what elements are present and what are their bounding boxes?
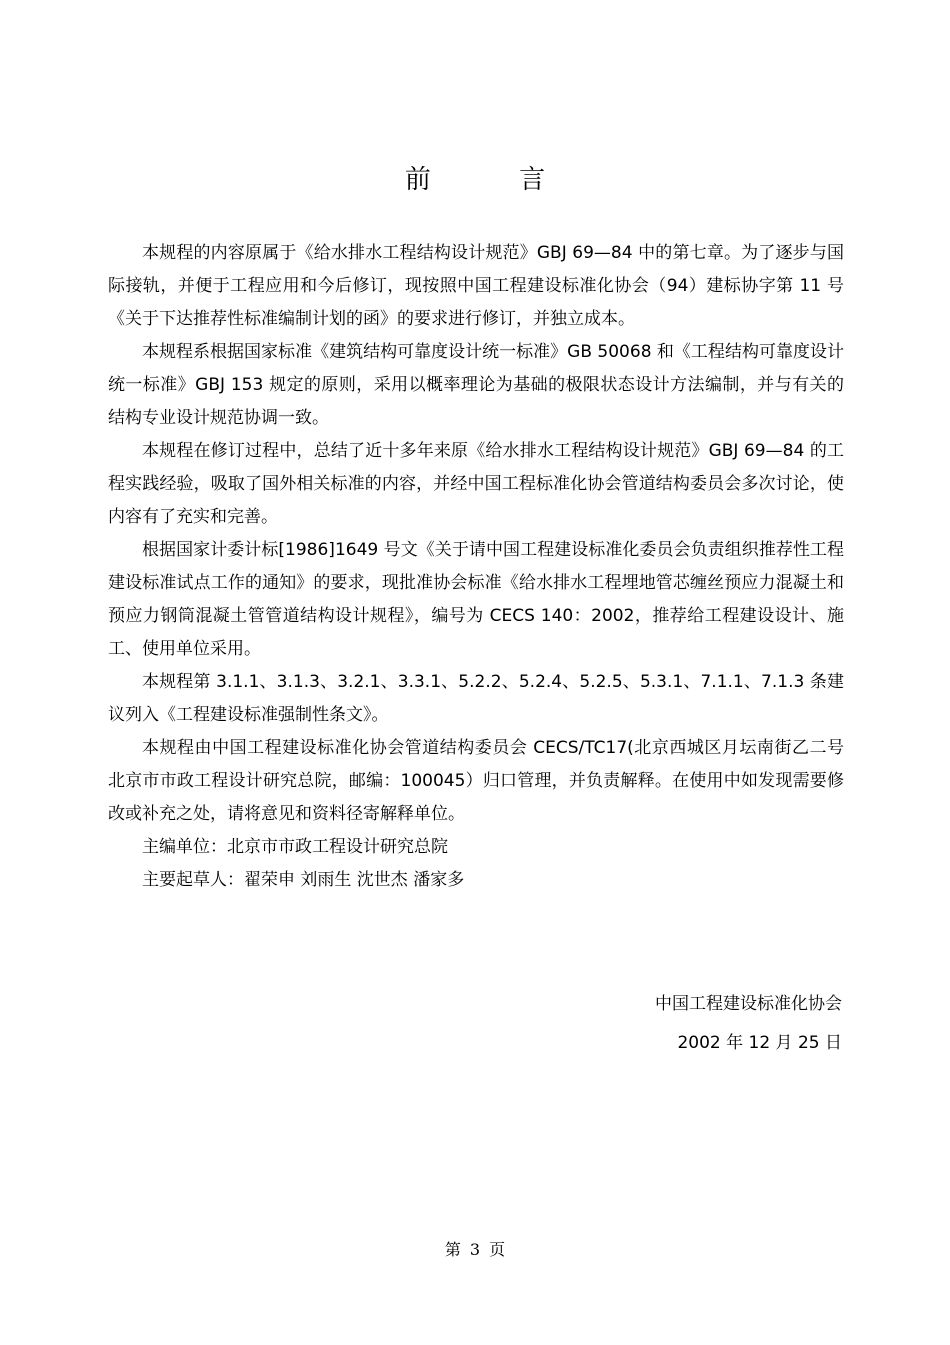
paragraph-drafters: 主要起草人：翟荣申 刘雨生 沈世杰 潘家多	[142, 870, 465, 890]
paragraph-chief-editor: 主编单位：北京市市政工程设计研究总院	[142, 837, 448, 857]
paragraph-mandatory-clauses: 本规程第 3.1.1、3.1.3、3.2.1、3.3.1、5.2.2、5.2.4、5.2.5、5.3.1、7.1.1、7.1.3 条建议列入《工程建设标准强制性条文》。	[108, 672, 844, 725]
paragraph-approval: 根据国家计委计标[1986]1649 号文《关于请中国工程建设标准化委员会负责组织推荐性工程建设标准试点工作的通知》的要求，现批准协会标准《给水排水工程埋地管芯缠丝预应力混凝土和预应力钢筒混凝土管管道结构设计规程》，编号为 CECS 140：2002，推荐给工程建设设计、施工、使用单位采用。	[108, 540, 844, 659]
page-title: 前 言	[404, 165, 586, 195]
preface-body	[108, 237, 844, 897]
signature-date: 2002 年 12 月 25 日	[677, 1033, 842, 1053]
page-number: 第 3 页	[444, 1240, 506, 1259]
paragraph-basis: 本规程系根据国家标准《建筑结构可靠度设计统一标准》GB 50068 和《工程结构可靠度设计统一标准》GBJ 153 规定的原则，采用以概率理论为基础的极限状态设计方法编制，并与有关的结构专业设计规范协调一致。	[108, 342, 844, 428]
signature-organization: 中国工程建设标准化协会	[655, 994, 842, 1014]
paragraph-revision: 本规程在修订过程中，总结了近十多年来原《给水排水工程结构设计规范》GBJ 69—84 的工程实践经验，吸取了国外相关标准的内容，并经中国工程标准化协会管道结构委员会多次讨论，使内容有了充实和完善。	[108, 441, 844, 527]
paragraph-origin: 本规程的内容原属于《给水排水工程结构设计规范》GBJ 69—84 中的第七章。为了逐步与国际接轨，并便于工程应用和今后修订，现按照中国工程建设标准化协会（94）建标协字第 11 号《关于下达推荐性标准编制计划的函》的要求进行修订，并独立成本。	[108, 243, 844, 329]
paragraph-management: 本规程由中国工程建设标准化协会管道结构委员会 CECS/TC17(北京西城区月坛南街乙二号 北京市市政工程设计研究总院，邮编：100045）归口管理，并负责解释。在使用中如发现需要修改或补充之处，请将意见和资料径寄解释单位。	[108, 738, 844, 824]
